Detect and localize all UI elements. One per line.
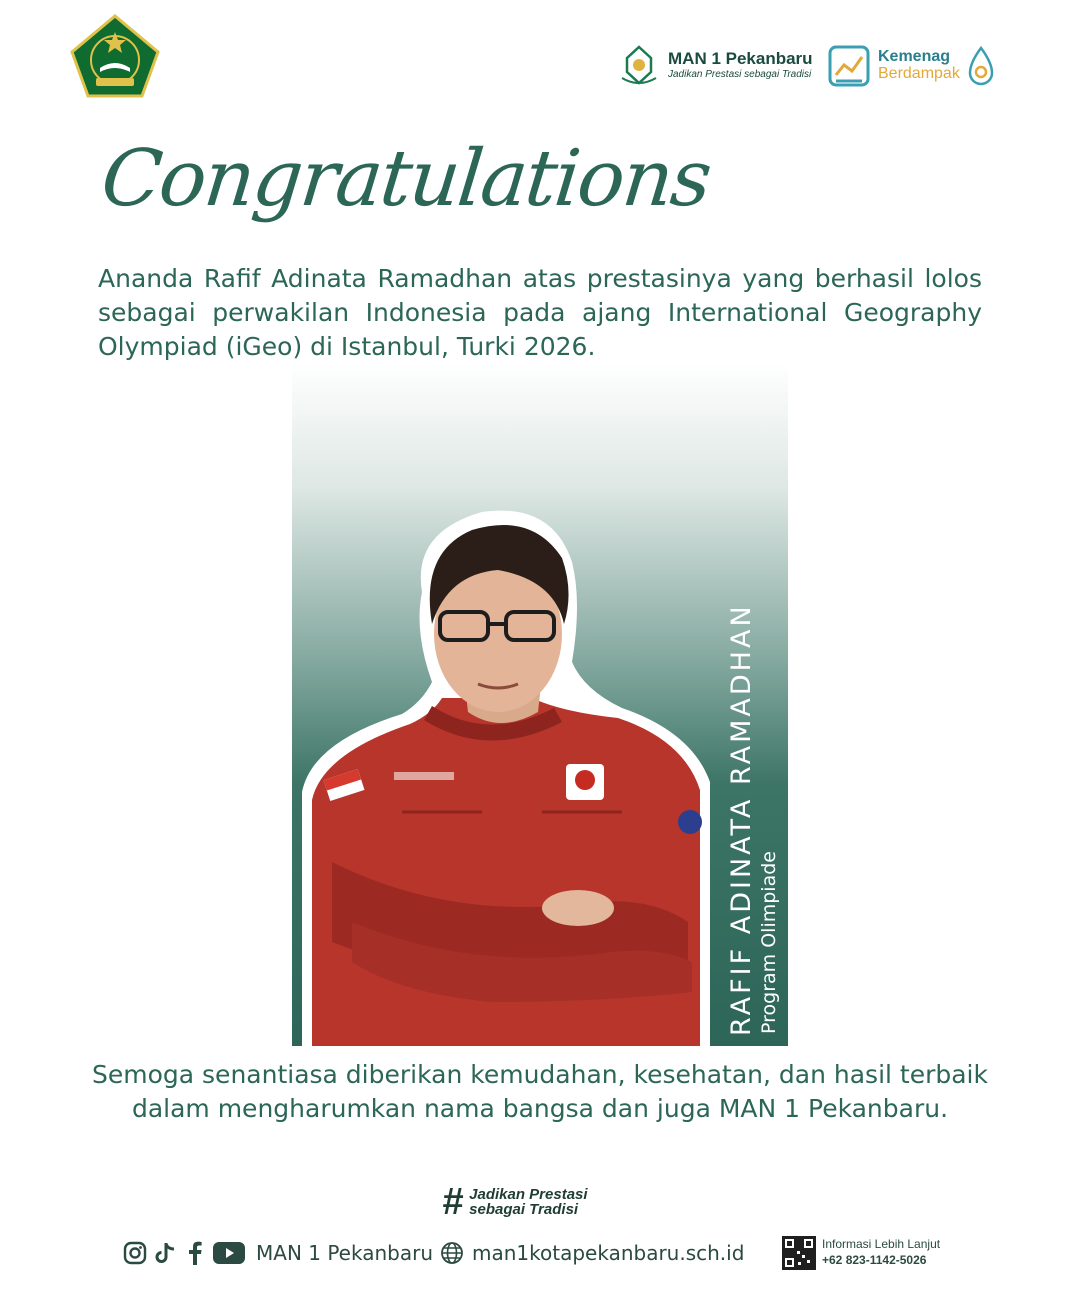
man-logo-icon	[618, 44, 660, 86]
wishes-line-1: Semoga senantiasa diberikan kemudahan, kesehatan, dan hasil terbaik	[92, 1060, 988, 1089]
tiktok-icon[interactable]	[152, 1240, 178, 1266]
instagram-icon[interactable]	[122, 1240, 148, 1266]
contact-info	[782, 1234, 940, 1272]
man-logo	[618, 40, 818, 90]
qr-code[interactable]	[782, 1236, 816, 1270]
congratulations-title: Congratulations	[97, 134, 714, 224]
tagline	[442, 1182, 642, 1222]
student-photo	[292, 362, 788, 1046]
school-name: MAN 1 Pekanbaru	[668, 49, 813, 69]
berdampak-logo-icon	[828, 45, 870, 87]
drop-icon	[968, 46, 994, 86]
campaign-line-2: Berdampak	[878, 65, 960, 82]
facebook-icon[interactable]	[182, 1240, 208, 1266]
social-handle[interactable]: MAN 1 Pekanbaru	[256, 1241, 434, 1265]
campaign-line-1: Kemenag	[878, 48, 951, 66]
globe-icon	[440, 1241, 464, 1265]
school-slogan: Jadikan Prestasi sebagai Tradisi	[668, 68, 812, 80]
intro-text: Ananda Rafif Adinata Ramadhan atas prestasinya yang berhasil lolos sebagai perwakilan Indonesia pada ajang International Geography Olympiad (iGeo) di Istanbul, Turki 2026.	[98, 264, 982, 361]
youtube-icon[interactable]	[212, 1240, 246, 1266]
hashtag-icon: #	[442, 1181, 464, 1223]
photo-panel	[292, 362, 788, 1046]
wishes-line-2: dalam mengharumkan nama bangsa dan juga MAN 1 Pekanbaru.	[131, 1094, 949, 1123]
contact-phone[interactable]: +62 823-1142-5026	[822, 1253, 927, 1267]
wishes-text	[40, 1058, 1040, 1126]
website-link[interactable]	[440, 1238, 744, 1268]
kemenag-emblem	[70, 14, 160, 98]
student-program: Program Olimpiade	[758, 851, 780, 1034]
student-name: RAFIF ADINATA RAMADHAN	[726, 603, 757, 1036]
social-links	[122, 1238, 433, 1268]
contact-label: Informasi Lebih Lanjut	[822, 1237, 941, 1252]
tagline-line-2: sebagai Tradisi	[469, 1201, 579, 1218]
tagline-line-1: Jadikan Prestasi	[469, 1186, 588, 1203]
website-url[interactable]: man1kotapekanbaru.sch.id	[472, 1241, 745, 1265]
kemenag-berdampak-logo	[828, 42, 1012, 90]
